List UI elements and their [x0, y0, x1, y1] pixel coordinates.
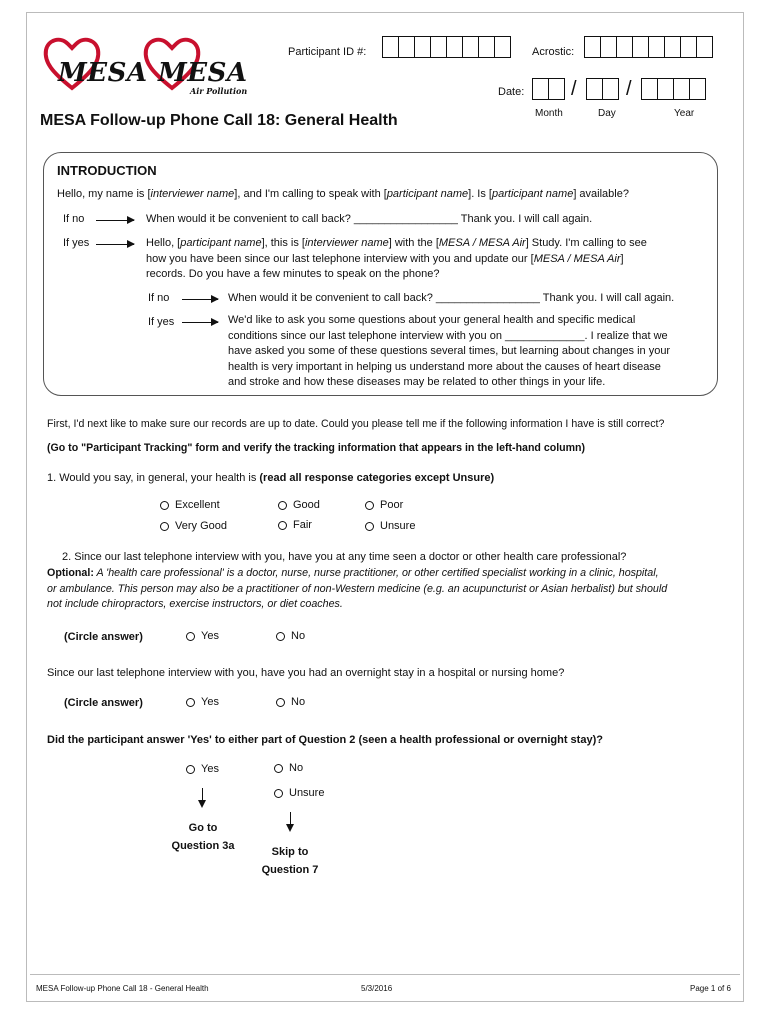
sub-if-yes-label: If yes: [148, 316, 175, 328]
arrow-right-icon: [182, 299, 218, 300]
arrow-right-icon: [96, 244, 134, 245]
circle-answer-label: (Circle answer): [64, 631, 143, 643]
q1-option-excellent[interactable]: Excellent: [160, 499, 220, 511]
did-participant-answer: Did the participant answer 'Yes' to either part of Question 2 (seen a health professional or overnight stay)?: [47, 734, 603, 746]
q2-option-yes[interactable]: Yes: [186, 630, 219, 642]
arrow-right-icon: [182, 322, 218, 323]
day-label: Day: [598, 108, 616, 119]
q2-option-no[interactable]: No: [276, 630, 305, 642]
participant-id-boxes[interactable]: [382, 36, 510, 58]
radio-circle-icon: [160, 522, 169, 531]
radio-circle-icon: [186, 765, 195, 774]
q1-option-poor[interactable]: Poor: [365, 499, 403, 511]
radio-circle-icon: [274, 764, 283, 773]
skip-to-question-7: Skip to Question 7: [261, 846, 319, 876]
date-label: Date:: [498, 86, 525, 98]
mesa-air-logo-text: MESA: [158, 58, 248, 88]
check-option-no[interactable]: No: [274, 762, 303, 774]
arrow-down-icon: [202, 788, 203, 806]
footer-date: 5/3/2016: [361, 984, 393, 993]
sub-if-no-label: If no: [148, 292, 170, 304]
sub-if-yes-text: We'd like to ask you some questions about your general health and specific medical conditions since our last telephone interview with you on _____________. I realize that we have asked you some of these questions several times, but learning about changes in your health is very important in helping us understand more about the causes of heart disease and stroke and how these diseases may be related to other things in your life.: [228, 314, 671, 388]
if-no-label: If no: [63, 213, 85, 225]
sub-if-no-text: When would it be convenient to call back? _________________ Thank you. I will call again.: [228, 292, 675, 304]
footer-divider: [30, 974, 740, 975]
q1-option-very-good[interactable]: Very Good: [160, 520, 227, 532]
date-day-boxes[interactable]: [586, 78, 618, 100]
mesa-air-tagline: Air Pollution: [190, 86, 248, 96]
radio-circle-icon: [278, 521, 287, 530]
if-yes-text: Hello, [participant name], this is [interviewer name] with the [MESA / MESA Air] Study. I'm calling to see how you have been since our last telephone interview with you and update our [MESA / MESA Air] records. Do you have a few minutes to speak on the phone?: [146, 237, 647, 280]
arrow-right-icon: [96, 220, 134, 221]
radio-circle-icon: [365, 501, 374, 510]
month-label: Month: [535, 108, 563, 119]
question-1: 1. Would you say, in general, your health is (read all response categories except Unsure): [47, 472, 495, 484]
q2b-option-yes[interactable]: Yes: [186, 696, 219, 708]
goto-tracking-instruction: (Go to "Participant Tracking" form and verify the tracking information that appears in the left-hand column): [47, 442, 586, 454]
introduction-heading: INTRODUCTION: [57, 163, 157, 178]
q2b-option-no[interactable]: No: [276, 696, 305, 708]
radio-circle-icon: [186, 632, 195, 641]
check-option-yes[interactable]: Yes: [186, 763, 219, 775]
date-month-boxes[interactable]: [532, 78, 564, 100]
footer-title: MESA Follow-up Phone Call 18 - General Health: [36, 984, 209, 993]
goto-question-3a: Go to Question 3a: [171, 822, 235, 852]
q1-option-unsure[interactable]: Unsure: [365, 520, 415, 532]
question-2b: Since our last telephone interview with you, have you had an overnight stay in a hospital or nursing home?: [47, 667, 565, 679]
radio-circle-icon: [276, 632, 285, 641]
circle-answer-label: (Circle answer): [64, 697, 143, 709]
if-no-text: When would it be convenient to call back? _________________ Thank you. I will call again.: [146, 213, 593, 225]
mesa-logo: [40, 36, 148, 96]
year-label: Year: [674, 108, 695, 119]
radio-circle-icon: [274, 789, 283, 798]
q1-option-fair[interactable]: Fair: [278, 519, 312, 531]
intro-greeting: Hello, my name is [interviewer name], and I'm calling to speak with [participant name]. Is [participant name] available?: [57, 188, 629, 200]
participant-id-label: Participant ID #:: [288, 46, 367, 58]
q2-optional-note: Optional: A 'health care professional' is a doctor, nurse, nurse practitioner, or other certified specialist working in a clinic, hospital, or ambulance. This person may also be a practitioner of non-Western medicine (e.g. an acupuncturist or Asian herbalist) but should not include chiropractors, exercise instructors, or diet coaches.: [47, 567, 668, 610]
first-line: First, I'd next like to make sure our records are up to date. Could you please tell me if the following information I have is still correct?: [47, 418, 665, 430]
radio-circle-icon: [278, 501, 287, 510]
radio-circle-icon: [276, 698, 285, 707]
if-yes-label: If yes: [63, 237, 90, 249]
footer-page: Page 1 of 6: [690, 984, 731, 993]
mesa-logo-text: MESA: [58, 58, 148, 88]
q1-option-good[interactable]: Good: [278, 499, 320, 511]
mesa-air-logo: [140, 36, 260, 96]
radio-circle-icon: [160, 501, 169, 510]
page-title: MESA Follow-up Phone Call 18: General Health: [40, 112, 398, 129]
date-separator: /: [571, 78, 577, 100]
radio-circle-icon: [365, 522, 374, 531]
radio-circle-icon: [186, 698, 195, 707]
date-separator: /: [626, 78, 632, 100]
date-year-boxes[interactable]: [641, 78, 705, 100]
acrostic-boxes[interactable]: [584, 36, 712, 58]
question-2: 2. Since our last telephone interview with you, have you at any time seen a doctor or other health care professional?: [62, 551, 627, 563]
acrostic-label: Acrostic:: [532, 46, 575, 58]
check-option-unsure[interactable]: Unsure: [274, 787, 324, 799]
arrow-down-icon: [290, 812, 291, 830]
